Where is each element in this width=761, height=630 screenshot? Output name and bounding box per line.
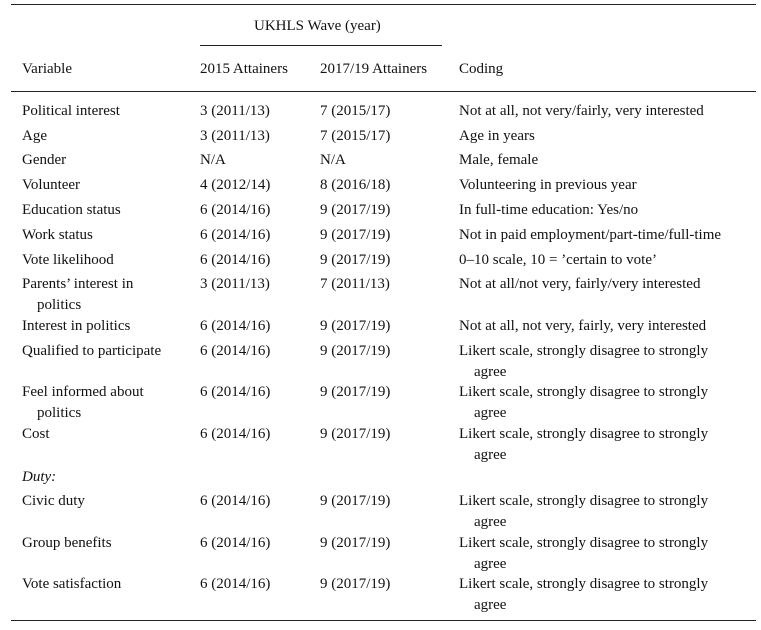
coding-cell: Likert scale, strongly disagree to strongly bbox=[459, 576, 709, 592]
group-label: Duty: bbox=[22, 469, 57, 485]
wave-2017-19-cell: 9 (2017/19) bbox=[320, 252, 391, 268]
header-2017-19-attainers: 2017/19 Attainers bbox=[320, 61, 428, 77]
variable-cell: politics bbox=[37, 405, 82, 421]
spanner-rule bbox=[200, 45, 442, 46]
wave-2015-cell: 3 (2011/13) bbox=[200, 128, 270, 144]
coding-cell: agree bbox=[474, 597, 507, 613]
wave-2015-cell: 6 (2014/16) bbox=[200, 493, 271, 509]
wave-2015-cell: 6 (2014/16) bbox=[200, 576, 271, 592]
coding-cell: Not at all, not very, fairly, very interested bbox=[459, 318, 707, 334]
wave-2015-cell: 6 (2014/16) bbox=[200, 343, 271, 359]
wave-2017-19-cell: 9 (2017/19) bbox=[320, 202, 391, 218]
coding-cell: Likert scale, strongly disagree to strongly bbox=[459, 493, 709, 509]
coding-cell: Likert scale, strongly disagree to strongly bbox=[459, 343, 709, 359]
coding-cell: Likert scale, strongly disagree to strongly bbox=[459, 535, 709, 551]
wave-2017-19-cell: 9 (2017/19) bbox=[320, 227, 391, 243]
variable-cell: politics bbox=[37, 297, 82, 313]
coding-cell: Likert scale, strongly disagree to strongly bbox=[459, 426, 709, 442]
table-bottom-rule bbox=[11, 620, 756, 621]
wave-2017-19-cell: 7 (2011/13) bbox=[320, 276, 390, 292]
header-coding: Coding bbox=[459, 61, 504, 77]
header-2015-attainers: 2015 Attainers bbox=[200, 61, 288, 77]
wave-2015-cell: 6 (2014/16) bbox=[200, 318, 271, 334]
wave-2015-cell: N/A bbox=[200, 152, 226, 168]
wave-2017-19-cell: 9 (2017/19) bbox=[320, 576, 391, 592]
wave-2015-cell: 3 (2011/13) bbox=[200, 276, 270, 292]
coding-cell: Not at all, not very/fairly, very interested bbox=[459, 103, 704, 119]
wave-2015-cell: 6 (2014/16) bbox=[200, 426, 271, 442]
variable-cell: Parents’ interest in bbox=[22, 276, 134, 292]
wave-2015-cell: 6 (2014/16) bbox=[200, 227, 271, 243]
variable-cell: Interest in politics bbox=[22, 318, 131, 334]
coding-cell: agree bbox=[474, 405, 507, 421]
wave-2017-19-cell: 9 (2017/19) bbox=[320, 426, 391, 442]
coding-cell: In full-time education: Yes/no bbox=[459, 202, 639, 218]
coding-cell: Volunteering in previous year bbox=[459, 177, 637, 193]
variable-cell: Cost bbox=[22, 426, 50, 442]
variable-cell: Age bbox=[22, 128, 47, 144]
coding-cell: agree bbox=[474, 556, 507, 572]
coding-cell: agree bbox=[474, 447, 507, 463]
wave-2015-cell: 6 (2014/16) bbox=[200, 535, 271, 551]
coding-cell: Not in paid employment/part-time/full-time bbox=[459, 227, 722, 243]
wave-2015-cell: 4 (2012/14) bbox=[200, 177, 271, 193]
variable-cell: Gender bbox=[22, 152, 67, 168]
wave-2017-19-cell: 7 (2015/17) bbox=[320, 128, 391, 144]
wave-2017-19-cell: 9 (2017/19) bbox=[320, 343, 391, 359]
wave-2017-19-cell: 9 (2017/19) bbox=[320, 318, 391, 334]
variable-cell: Political interest bbox=[22, 103, 120, 119]
coding-cell: Age in years bbox=[459, 128, 535, 144]
coding-cell: agree bbox=[474, 364, 507, 380]
header-rule bbox=[11, 91, 756, 92]
table-top-rule bbox=[11, 4, 756, 5]
coding-cell: agree bbox=[474, 514, 507, 530]
wave-2017-19-cell: 7 (2015/17) bbox=[320, 103, 391, 119]
variable-cell: Group benefits bbox=[22, 535, 112, 551]
coding-cell: Not at all/not very, fairly/very interested bbox=[459, 276, 701, 292]
wave-2015-cell: 6 (2014/16) bbox=[200, 202, 271, 218]
wave-2015-cell: 3 (2011/13) bbox=[200, 103, 270, 119]
wave-2017-19-cell: 8 (2016/18) bbox=[320, 177, 391, 193]
variable-cell: Qualified to participate bbox=[22, 343, 162, 359]
variable-cell: Vote likelihood bbox=[22, 252, 114, 268]
wave-2017-19-cell: 9 (2017/19) bbox=[320, 535, 391, 551]
wave-2017-19-cell: 9 (2017/19) bbox=[320, 493, 391, 509]
variable-cell: Vote satisfaction bbox=[22, 576, 122, 592]
variable-cell: Volunteer bbox=[22, 177, 81, 193]
wave-2015-cell: 6 (2014/16) bbox=[200, 252, 271, 268]
variable-cell: Civic duty bbox=[22, 493, 85, 509]
header-spanner: UKHLS Wave (year) bbox=[254, 18, 381, 34]
variable-cell: Feel informed about bbox=[22, 384, 144, 400]
coding-cell: 0–10 scale, 10 = ’certain to vote’ bbox=[459, 252, 657, 268]
variable-cell: Education status bbox=[22, 202, 121, 218]
coding-cell: Male, female bbox=[459, 152, 539, 168]
wave-2015-cell: 6 (2014/16) bbox=[200, 384, 271, 400]
wave-2017-19-cell: N/A bbox=[320, 152, 346, 168]
variable-cell: Work status bbox=[22, 227, 93, 243]
header-variable: Variable bbox=[22, 61, 72, 77]
coding-cell: Likert scale, strongly disagree to strongly bbox=[459, 384, 709, 400]
wave-2017-19-cell: 9 (2017/19) bbox=[320, 384, 391, 400]
